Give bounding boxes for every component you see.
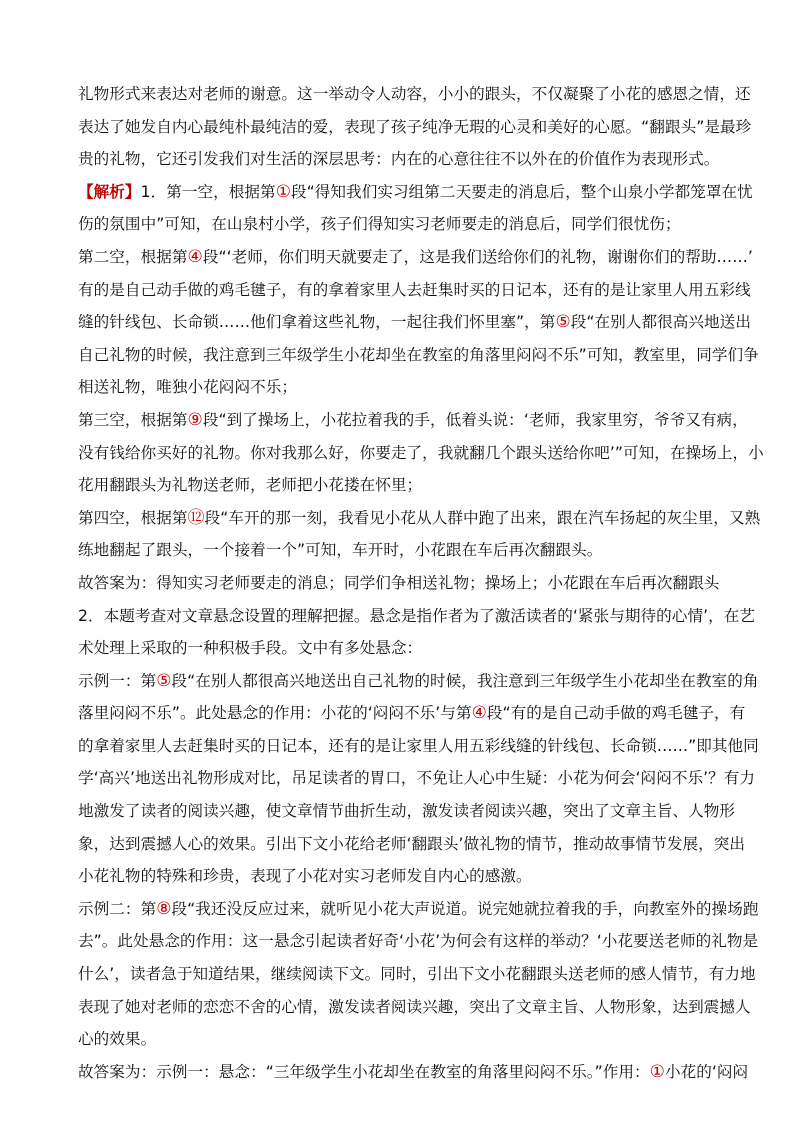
text-line: 术处理上采取的一种积极手段。文中有多处悬念：: [78, 639, 423, 658]
text-line: [78, 1056, 749, 1089]
text-line: 没有钱给你买好的礼物。你对我那么好，你要走了，我就翻几个跟头送给你吧’”可知，在操场上，小: [78, 443, 764, 462]
paragraph-number: ⑧: [156, 898, 172, 919]
paragraph-number: ⑤: [555, 312, 571, 333]
paragraph-number: ①: [649, 1061, 665, 1082]
text-line: 心的效果。: [78, 1030, 157, 1049]
text-line: 去”。此处悬念的作用：这一悬念引起读者好奇‘小花’为何会有这样的举动？‘小花要送老师的礼物是: [78, 932, 759, 951]
text-segment: 缝的针线包、长命锁……他们拿着这些礼物，一起往我们怀里塞”，第: [78, 313, 556, 332]
text-line: 礼物形式来表达对老师的谢意。这一举动令人动容，小小的跟头，不仅凝聚了小花的感恩之情，还: [78, 85, 751, 103]
text-line: 学‘高兴’地送出礼物形成对比，吊足读者的胃口，不免让人心中生疑：小花为何会‘闷闷不乐’？有力: [78, 769, 756, 788]
text-line: 表现了她对老师的恋恋不舍的心情，激发读者阅读兴趣，突出了文章主旨、人物形象，达到震撼人: [78, 997, 751, 1016]
text-segment: 第三空，根据第: [78, 410, 188, 429]
text-line: 伤的氛围中”可知，在山泉村小学，孩子们得知实习老师要走的消息后，同学们很忧伤；: [78, 215, 681, 234]
text-segment: 第二空，根据第: [78, 247, 188, 266]
text-segment: 段“有的是自己动手做的鸡毛毽子，有: [486, 704, 746, 723]
analysis-heading-line: [78, 176, 753, 209]
text-line: 故答案为：得知实习老师要走的消息；同学们争相送礼物；操场上；小花跟在车后再次翻跟头: [78, 573, 720, 592]
text-line: 的拿着家里人去赶集时买的日记本，还有的是让家里人用五彩线缝的针线包、长命锁……”即其他同: [78, 736, 759, 755]
document-body: [78, 78, 764, 1088]
text-line: [78, 404, 748, 437]
paragraph-number: ④: [471, 703, 487, 724]
text-line: 花用翻跟头为礼物送老师，老师把小花搂在怀里；: [78, 476, 423, 495]
text-segment: 第四空，根据第: [78, 508, 188, 527]
text-segment: 1．第一空，根据第: [140, 182, 276, 201]
text-line: 地激发了读者的阅读兴趣，使文章情节曲折生动，激发读者阅读兴趣，突出了文章主旨、人物形: [78, 802, 736, 821]
text-line: [78, 502, 761, 535]
text-line: [78, 241, 753, 274]
paragraph-number: ④: [187, 246, 203, 267]
paragraph-number: ⑨: [187, 409, 203, 430]
text-segment: 示例一：第: [78, 671, 157, 690]
text-segment: 段“在别人都很高兴地送出: [570, 313, 751, 332]
text-segment: 段“得知我们实习组第二天要走的消息后，整个山泉小学都笼罩在忧: [291, 182, 753, 201]
text-segment: 段“我还没反应过来，就听见小花大声说道。说完她就拉着我的手，向教室外的操场跑: [171, 899, 759, 918]
paragraph-number: ⑤: [156, 670, 172, 691]
text-segment: 示例二：第: [78, 899, 157, 918]
text-segment: 段“‘老师，你们明天就要走了，这是我们送给你们的礼物，谢谢你们的帮助……’: [202, 247, 753, 266]
text-segment: 段“在别人都很高兴地送出自己礼物的时候，我注意到三年级学生小花却坐在教室的角: [171, 671, 759, 690]
text-line: 自己礼物的时候，我注意到三年级学生小花却坐在教室的角落里闷闷不乐”可知，教室里，同学们争: [78, 345, 759, 364]
text-line: 2．本题考查对文章悬念设置的理解把握。悬念是指作者为了激活读者的‘紧张与期待的心情’，在艺: [78, 606, 756, 625]
analysis-tag: 【解析】: [78, 182, 141, 201]
text-line: 表达了她发自内心最纯朴最纯洁的爱，表现了孩子纯净无瑕的心灵和美好的心愿。“翻跟头”是最珍: [78, 117, 752, 136]
text-segment: 故答案为：示例一：悬念：“三年级学生小花却坐在教室的角落里闷闷不乐。”作用：: [78, 1062, 650, 1081]
text-line: [78, 306, 751, 339]
text-line: 相送礼物，唯独小花闷闷不乐；: [78, 378, 298, 397]
text-line: 象，达到震撼人心的效果。引出下文小花给老师‘翻跟头’做礼物的情节，推动故事情节发展，突出: [78, 834, 746, 853]
text-segment: 落里闷闷不乐”。此处悬念的作用：小花的‘闷闷不乐’与第: [78, 704, 472, 723]
text-line: 小花礼物的特殊和珍贵，表现了小花对实习老师发自内心的感激。: [78, 867, 532, 886]
text-line: [78, 665, 759, 698]
text-line: 练地翻起了跟头，一个接着一个”可知，车开时，小花跟在车后再次翻跟头。: [78, 541, 603, 560]
text-line: [78, 697, 746, 730]
text-line: [78, 893, 759, 926]
text-line: 贵的礼物，它还引发我们对生活的深层思考：内在的心意往往不以外在的价值作为表现形式。: [78, 150, 720, 169]
text-line: 什么’，读者急于知道结果，继续阅读下文。同时，引出下文小花翻跟头送老师的感人情节，有力地: [78, 965, 756, 984]
text-segment: 小花的‘闷闷: [664, 1062, 749, 1081]
paragraph-number: ①: [275, 181, 291, 202]
text-line: 有的是自己动手做的鸡毛毽子，有的拿着家里人去赶集时买的日记本，还有的是让家里人用五彩线: [78, 280, 751, 299]
text-segment: 段“车开的那一刻，我看见小花从人群中跑了出来，跟在汽车扬起的灰尘里，又熟: [204, 508, 761, 527]
paragraph-number: ⑫: [187, 507, 205, 528]
text-segment: 段“到了操场上，小花拉着我的手，低着头说：‘老师，我家里穷，爷爷又有病，: [202, 410, 748, 429]
